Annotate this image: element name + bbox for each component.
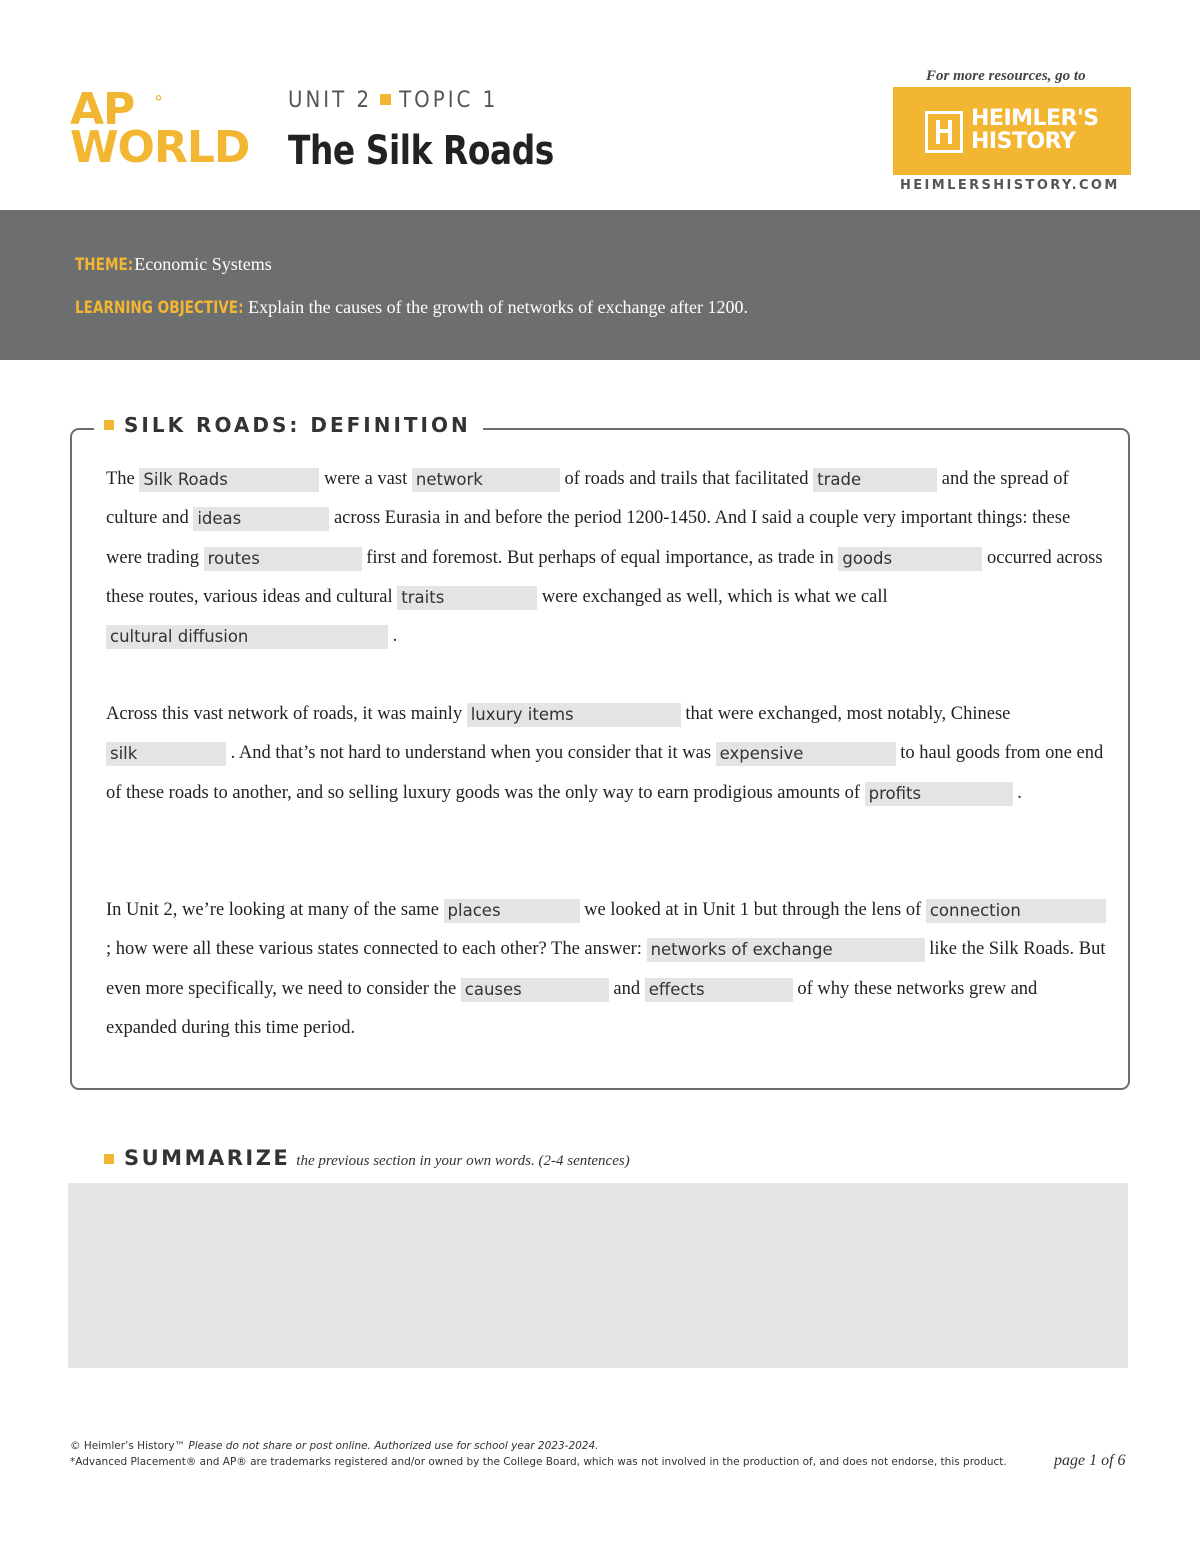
summarize-instructions: the previous section in your own words. (2-4 sentences) (296, 1153, 630, 1169)
fill-in-blank[interactable]: cultural diffusion (106, 625, 388, 649)
fill-in-blank[interactable]: expensive (716, 742, 896, 766)
topic-label: TOPIC 1 (399, 88, 499, 113)
text-run: that were exchanged, most notably, Chinese (680, 704, 1011, 724)
learning-objective-label: LEARNING OBJECTIVE: (75, 298, 244, 318)
fill-in-blank[interactable]: routes (204, 547, 362, 571)
text-run: to haul goods from one end of these roads to another, and so selling luxury goods was the only way to earn prodigious amounts of (106, 743, 1104, 803)
brand-url: HEIMLERSHISTORY.COM (900, 178, 1120, 193)
fill-in-blank[interactable]: effects (645, 978, 793, 1002)
theme-band (0, 210, 1200, 360)
text-run: and (608, 978, 645, 999)
definition-paragraph-1 (106, 460, 1106, 656)
page-title: The Silk Roads (288, 128, 554, 174)
text-run: occurred across these routes, various ideas and cultural (106, 547, 1103, 607)
copyright-line (70, 1440, 599, 1452)
brand-line-2: HISTORY (971, 129, 1076, 154)
text-run: of why these networks grew and expanded during this time period. (106, 978, 1038, 1038)
trademark-notice: *Advanced Placement® and AP® are trademarks registered and/or owned by the College Board, which was not involved in the production of, and does not endorse, this product. (70, 1456, 1007, 1468)
text-run: . And that’s not hard to understand when you consider that it was (226, 743, 716, 764)
theme-value: Economic Systems (134, 254, 272, 274)
text-run: of roads and trails that facilitated (559, 469, 814, 489)
fill-in-blank[interactable]: silk (106, 742, 226, 766)
theme-row (75, 254, 272, 275)
theme-label: THEME: (75, 255, 134, 275)
hh-monogram-icon (925, 111, 963, 153)
fill-in-blank[interactable]: ideas (193, 507, 329, 531)
logo-mark: ° (154, 92, 163, 113)
logo-world-text: WORLD (70, 122, 250, 173)
page-number: page 1 of 6 (1054, 1452, 1126, 1469)
text-run: In Unit 2, we’re looking at many of the same (106, 900, 444, 920)
square-bullet-icon (104, 420, 114, 430)
unit-label: UNIT 2 (288, 88, 373, 113)
definition-paragraph-2 (106, 695, 1106, 813)
heimlers-history-logo (893, 87, 1131, 175)
text-run: . (1012, 782, 1022, 803)
fill-in-blank[interactable]: places (444, 899, 580, 923)
text-run: were a vast (319, 469, 412, 489)
summarize-heading (104, 1146, 630, 1170)
copyright-owner: © Heimler’s History™ (70, 1440, 186, 1452)
unit-topic-label (288, 88, 498, 113)
definition-heading-text: SILK ROADS: DEFINITION (124, 413, 471, 437)
brand-name (971, 107, 1099, 153)
fill-in-blank[interactable]: goods (838, 547, 982, 571)
text-run: ; how were all these various states connected to each other? The answer: (106, 939, 647, 960)
text-run: The (106, 469, 140, 489)
fill-in-blank[interactable]: networks of exchange (647, 938, 925, 962)
learning-objective-value: Explain the causes of the growth of networks of exchange after 1200. (248, 297, 749, 317)
square-bullet-icon (104, 1154, 114, 1164)
fill-in-blank[interactable]: network (412, 468, 560, 492)
text-run: and the spread of culture and (106, 469, 1069, 529)
text-run: we looked at in Unit 1 but through the lens of (579, 900, 926, 920)
fill-in-blank[interactable]: traits (397, 586, 537, 610)
ap-world-logo (70, 84, 270, 178)
text-run: like the Silk Roads. But even more specifically, we need to consider the (106, 939, 1106, 999)
learning-objective-row (75, 297, 748, 318)
definition-heading (94, 413, 483, 443)
fill-in-blank[interactable]: connection (926, 899, 1106, 923)
fill-in-blank[interactable]: luxury items (467, 703, 681, 727)
summary-response-area[interactable] (68, 1183, 1128, 1368)
text-run: across Eurasia in and before the period 1200-1450. And I said a couple very important things: these were trading (106, 508, 1071, 568)
text-run: . (388, 626, 398, 647)
square-bullet-icon (380, 94, 391, 105)
text-run: were exchanged as well, which is what we call (537, 586, 888, 607)
usage-notice: Please do not share or post online. Authorized use for school year 2023-2024. (188, 1440, 599, 1452)
fill-in-blank[interactable]: Silk Roads (139, 468, 319, 492)
fill-in-blank[interactable]: causes (461, 978, 609, 1002)
definition-paragraph-3 (106, 891, 1106, 1048)
logo-ap-text: AP (70, 84, 135, 135)
text-run: Across this vast network of roads, it was mainly (106, 704, 467, 724)
text-run: first and foremost. But perhaps of equal importance, as trade in (361, 547, 839, 568)
fill-in-blank[interactable]: trade (813, 468, 937, 492)
summarize-title: SUMMARIZE (124, 1146, 291, 1170)
more-resources-text: For more resources, go to (926, 68, 1086, 84)
fill-in-blank[interactable]: profits (865, 782, 1013, 806)
brand-line-1: HEIMLER'S (971, 106, 1099, 131)
